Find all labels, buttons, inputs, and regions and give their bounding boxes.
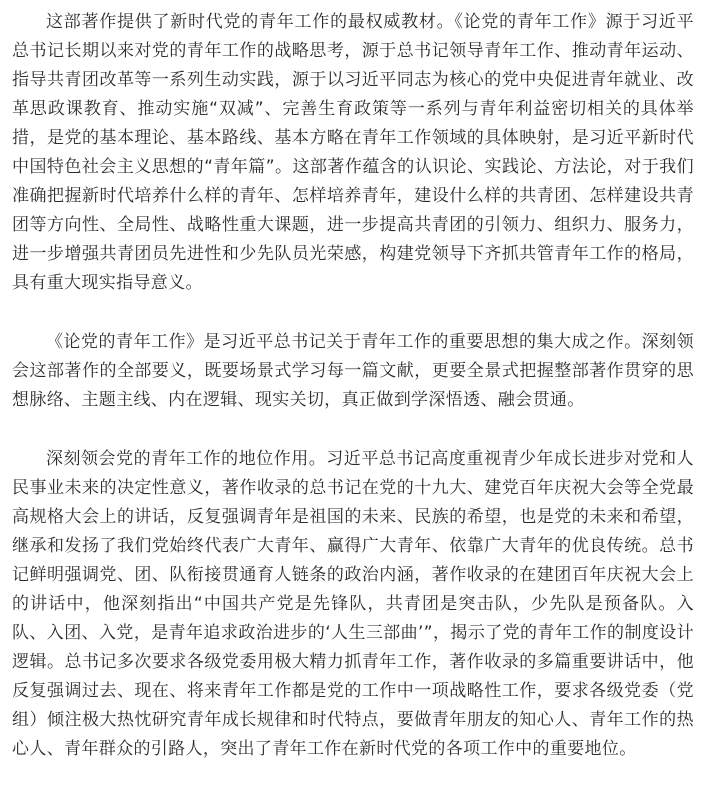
paragraph-work-significance: 《论党的青年工作》是习近平总书记关于青年工作的重要思想的集大成之作。深刻领会这部著作的全部要义，既要场景式学习每一篇文献，更要全景式把握整部著作贯穿的思想脉络、主题主线、内在逻辑、现实关切，真正做到学深悟透、融会贯通。 xyxy=(12,332,694,410)
paragraph-work-overview: 这部著作提供了新时代党的青年工作的最权威教材。《论党的青年工作》源于习近平总书记长期以来对党的青年工作的战略思考，源于总书记领导青年工作、推动青年运动、指导共青团改革等一系列生动实践，源于以习近平同志为核心的党中央促进青年就业、改革思政课教育、推动实施“双减”、完善生育政策等一系列与青年利益密切相关的具体举措，是党的基本理论、基本路线、基本方略在青年工作领域的具体映射，是习近平新时代中国特色社会主义思想的“青年篇”。这部著作蕴含的认识论、实践论、方法论，对于我们准确把握新时代培养什么样的青年、怎样培养青年，建设什么样的共青团、怎样建设共青团等方向性、全局性、战略性重大课题，进一步提高共青团的引领力、组织力、服务力，进一步增强共青团员先进性和少先队员光荣感，构建党领导下齐抓共管青年工作的格局，具有重大现实指导意义。 xyxy=(12,12,694,293)
paragraph-youth-work-status: 深刻领会党的青年工作的地位作用。习近平总书记高度重视青少年成长进步对党和人民事业未来的决定性意义，著作收录的总书记在党的十九大、建党百年庆祝大会等全党最高规格大会上的讲话，反复强调青年是祖国的未来、民族的希望，也是党的未来和希望，继承和发扬了我们党始终代表广大青年、赢得广大青年、依靠广大青年的优良传统。总书记鲜明强调党、团、队衔接贯通育人链条的政治内涵，著作收录的在建团百年庆祝大会上的讲话中，他深刻指出“中国共产党是先锋队，共青团是突击队，少先队是预备队。入队、入团、入党，是青年追求政治进步的‘人生三部曲’”，揭示了党的青年工作的制度设计逻辑。总书记多次要求各级党委用极大精力抓青年工作，著作收录的多篇重要讲话中，他反复强调过去、现在、将来青年工作都是党的工作中一项战略性工作，要求各级党委（党组）倾注极大热忱研究青年成长规律和时代特点，要做青年朋友的知心人、青年工作的热心人、青年群众的引路人，突出了青年工作在新时代党的各项工作中的重要地位。 xyxy=(12,449,694,759)
